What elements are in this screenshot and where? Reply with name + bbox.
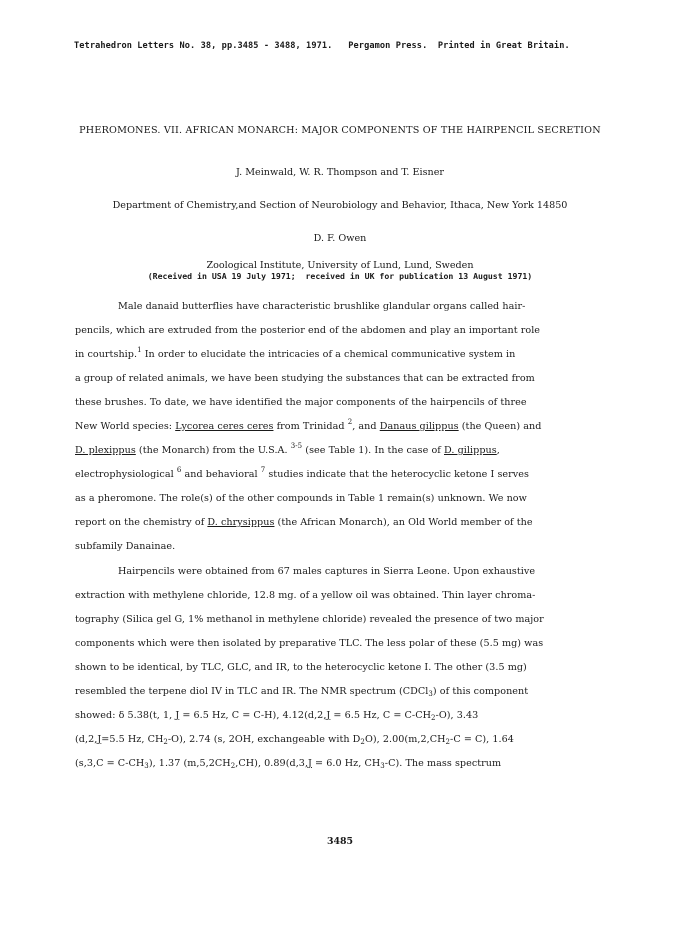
page-number: 3485 <box>326 836 354 847</box>
paragraph-1-line-8 <box>75 466 529 480</box>
paragraph-1-line-10 <box>75 517 533 528</box>
subscript: 3 <box>428 690 433 698</box>
paragraph-1-line-9: as a pheromone. The role(s) of the other compounds in Table 1 remain(s) unknown. We now <box>75 493 527 504</box>
species-name: D. gilippus <box>444 445 497 456</box>
affiliation-1: Department of Chemistry,and Section of Neurobiology and Behavior, Ithaca, New York 14850 <box>112 200 568 211</box>
subscript: 2 <box>431 714 436 722</box>
paragraph-1-line-5: these brushes. To date, we have identified the major components of the hairpencils of three <box>75 397 527 408</box>
text-run: showed: δ 5.38(t, 1, <box>75 710 176 721</box>
paragraph-2-line-4: components which were then isolated by preparative TLC. The less polar of these (5.5 mg) was <box>75 638 544 649</box>
subscript: 2 <box>445 738 451 746</box>
text-run: (see Table 1). In the case of <box>302 445 444 456</box>
text-run: (s,3,C = C-CH <box>75 758 145 769</box>
text-run: = 6.5 Hz, C = C-H), 4.12(d,2, <box>179 710 327 721</box>
text-run: (the Monarch) from the U.S.A. <box>135 445 291 456</box>
author-2: D. F. Owen <box>313 233 367 244</box>
journal-header: Tetrahedron Letters No. 38, pp.3485 - 3488, 1971. Pergamon Press. Printed in Great Britain. <box>74 41 570 51</box>
reference-marker: 6 <box>176 466 182 474</box>
text-run: -C). The mass spectrum <box>384 758 502 769</box>
text-run: ) of this component <box>432 686 529 697</box>
coupling-constant-symbol: J <box>175 710 180 721</box>
paragraph-1-line-6 <box>75 418 542 432</box>
text-run: O), 2.00(m,2,CH <box>364 734 446 745</box>
reference-marker: 7 <box>260 466 266 474</box>
subscript: 2 <box>360 738 365 746</box>
text-run: -O), 2.74 (s, 2OH, exchangeable with D <box>167 734 361 745</box>
subscript: 2 <box>230 762 236 770</box>
text-run: = 6.0 Hz, CH <box>311 758 381 769</box>
text-run: New World species: <box>75 421 176 432</box>
paragraph-2-line-6 <box>75 686 528 697</box>
paragraph-1-line-4: a group of related animals, we have been studying the substances that can be extracted from <box>75 373 535 384</box>
subscript: 3 <box>144 762 149 770</box>
species-name: D. chrysippus <box>207 517 275 528</box>
species-name: D. plexippus <box>75 445 136 456</box>
text-run: resembled the terpene diol IV in TLC and IR. The NMR spectrum (CDCl <box>75 686 429 697</box>
text-run: =5.5 Hz, CH <box>101 734 164 745</box>
text-run: (the Queen) and <box>458 421 542 432</box>
text-run: In order to elucidate the intricacies of a chemical communicative system in <box>141 349 516 360</box>
text-run: from Trinidad <box>273 421 348 432</box>
reference-marker: 3-5 <box>290 442 303 450</box>
text-run: ), 1.37 (m,5,2CH <box>148 758 231 769</box>
text-run: studies indicate that the heterocyclic ketone I serves <box>265 469 529 480</box>
text-run: report on the chemistry of <box>75 517 208 528</box>
text-run: (the African Monarch), an Old World member of the <box>274 517 533 528</box>
coupling-constant-symbol: J <box>97 734 102 745</box>
paragraph-1-line-11: subfamily Danainae. <box>75 541 176 552</box>
paragraph-2-line-1: Hairpencils were obtained from 67 males captures in Sierra Leone. Upon exhaustive <box>118 566 536 577</box>
paragraph-2-line-3: tography (Silica gel G, 1% methanol in methylene chloride) revealed the presence of two major <box>75 614 544 625</box>
paragraph-1-line-3 <box>75 346 516 360</box>
text-run: ,CH), 0.89(d,3, <box>235 758 309 769</box>
paragraph-2-line-9 <box>75 758 501 769</box>
text-run: -C = C), 1.64 <box>450 734 514 745</box>
text-run: -O), 3.43 <box>435 710 479 721</box>
reference-marker: 2 <box>347 418 353 426</box>
species-name: Lycorea ceres ceres <box>175 421 274 432</box>
paragraph-1-line-7 <box>75 442 500 456</box>
paragraph-1-line-1: Male danaid butterflies have characteristic brushlike glandular organs called hair- <box>118 301 526 312</box>
coupling-constant-symbol: J <box>308 758 312 769</box>
paragraph-2-line-7 <box>75 710 478 721</box>
subscript: 2 <box>163 738 168 746</box>
text-run: = 6.5 Hz, C = C-CH <box>330 710 432 721</box>
coupling-constant-symbol: J <box>326 710 331 721</box>
authors: J. Meinwald, W. R. Thompson and T. Eisner <box>236 167 444 178</box>
received-dates: (Received in USA 19 July 1971; received in UK for publication 13 August 1971) <box>147 271 533 281</box>
text-run: (d,2, <box>75 734 98 745</box>
text-run: electrophysiological <box>75 469 177 480</box>
reference-marker: 1 <box>137 346 142 354</box>
text-run: in courtship. <box>75 349 138 360</box>
paragraph-2-line-5: shown to be identical, by TLC, GLC, and IR, to the heterocyclic ketone I. The other (3.5 mg) <box>75 662 527 673</box>
text-run: , <box>496 445 500 456</box>
species-name: Danaus gilippus <box>379 421 459 432</box>
paper-title: PHEROMONES. VII. AFRICAN MONARCH: MAJOR COMPONENTS OF THE HAIRPENCIL SECRETION <box>79 125 601 136</box>
paragraph-2-line-8 <box>75 734 514 745</box>
text-run: and behavioral <box>181 469 261 480</box>
subscript: 3 <box>380 762 385 770</box>
paragraph-1-line-2: pencils, which are extruded from the posterior end of the abdomen and play an important role <box>75 325 541 336</box>
paragraph-2-line-2: extraction with methylene chloride, 12.8 mg. of a yellow oil was obtained. Thin layer chroma- <box>75 590 536 601</box>
text-run: , and <box>352 421 380 432</box>
affiliation-2: Zoological Institute, University of Lund, Lund, Sweden <box>206 260 474 271</box>
